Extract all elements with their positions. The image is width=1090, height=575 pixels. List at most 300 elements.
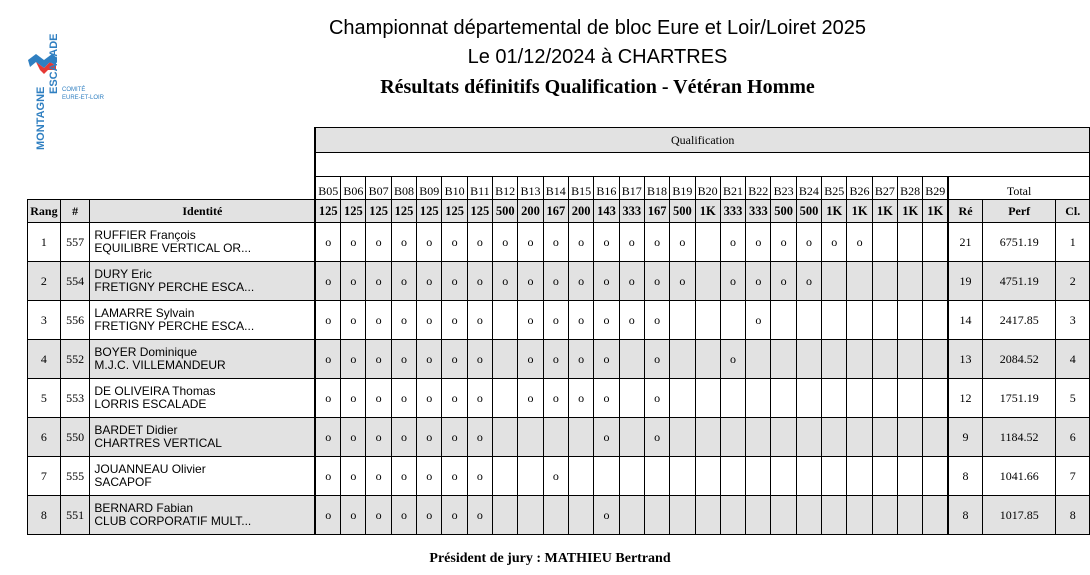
bloc-result-cell xyxy=(872,340,897,379)
climber-name: DE OLIVEIRA Thomas xyxy=(94,384,216,398)
bib-cell: 553 xyxy=(60,379,90,418)
bloc-result-cell: o xyxy=(467,262,492,301)
bloc-result-cell xyxy=(493,457,518,496)
rank-cell: 6 xyxy=(28,418,61,457)
bloc-result-cell: o xyxy=(720,262,745,301)
bloc-result-cell: o xyxy=(391,301,416,340)
bloc-result-cell xyxy=(695,457,720,496)
bib-cell: 557 xyxy=(60,223,90,262)
bloc-result-cell xyxy=(822,340,847,379)
tops-cell: 12 xyxy=(948,379,982,418)
class-cell: 7 xyxy=(1056,457,1090,496)
bloc-label: B08 xyxy=(391,177,416,200)
table-row xyxy=(28,262,1090,301)
bloc-result-cell xyxy=(898,340,923,379)
bloc-result-cell: o xyxy=(417,418,442,457)
bib-cell: 555 xyxy=(60,457,90,496)
bloc-label: B25 xyxy=(822,177,847,200)
bloc-result-cell xyxy=(796,418,821,457)
bloc-result-cell xyxy=(872,223,897,262)
climber-club: LORRIS ESCALADE xyxy=(94,397,207,411)
bloc-result-cell: o xyxy=(417,457,442,496)
bloc-result-cell: o xyxy=(847,223,872,262)
bloc-result-cell xyxy=(720,496,745,535)
bloc-result-cell: o xyxy=(619,262,644,301)
bloc-result-cell: o xyxy=(467,496,492,535)
bloc-result-cell: o xyxy=(341,340,366,379)
bloc-label: B29 xyxy=(923,177,948,200)
bloc-result-cell: o xyxy=(644,262,669,301)
bloc-result-cell: o xyxy=(366,340,391,379)
bloc-result-cell: o xyxy=(391,262,416,301)
bloc-result-cell: o xyxy=(341,223,366,262)
perf-cell: 4751.19 xyxy=(982,262,1056,301)
bloc-points: 333 xyxy=(720,200,745,223)
perf-cell: 2417.85 xyxy=(982,301,1056,340)
bloc-label: B26 xyxy=(847,177,872,200)
bloc-result-cell: o xyxy=(720,223,745,262)
bloc-label: B14 xyxy=(543,177,568,200)
bloc-result-cell xyxy=(771,496,796,535)
bloc-result-cell: o xyxy=(543,262,568,301)
perf-cell: 1184.52 xyxy=(982,418,1056,457)
bloc-result-cell xyxy=(746,340,771,379)
table-row xyxy=(28,457,1090,496)
bloc-result-cell xyxy=(796,379,821,418)
bloc-result-cell: o xyxy=(366,379,391,418)
bloc-points: 333 xyxy=(746,200,771,223)
bloc-label: B22 xyxy=(746,177,771,200)
bloc-result-cell xyxy=(872,379,897,418)
bloc-result-cell: o xyxy=(442,379,467,418)
bloc-result-cell: o xyxy=(467,457,492,496)
bloc-points: 200 xyxy=(518,200,543,223)
bloc-result-cell: o xyxy=(594,379,619,418)
bloc-result-cell xyxy=(543,418,568,457)
bloc-result-cell: o xyxy=(442,262,467,301)
bloc-result-cell: o xyxy=(594,301,619,340)
bloc-result-cell: o xyxy=(442,418,467,457)
bloc-result-cell: o xyxy=(644,418,669,457)
identity-cell xyxy=(90,457,315,496)
bloc-result-cell xyxy=(746,457,771,496)
bloc-result-cell xyxy=(898,379,923,418)
bloc-label: B17 xyxy=(619,177,644,200)
class-cell: 1 xyxy=(1056,223,1090,262)
identity-header: Identité xyxy=(90,200,315,223)
bloc-result-cell: o xyxy=(391,379,416,418)
bloc-result-cell: o xyxy=(746,301,771,340)
bloc-result-cell: o xyxy=(467,301,492,340)
bloc-result-cell xyxy=(822,301,847,340)
bloc-result-cell: o xyxy=(746,262,771,301)
tops-cell: 9 xyxy=(948,418,982,457)
bloc-result-cell: o xyxy=(543,301,568,340)
class-cell: 5 xyxy=(1056,379,1090,418)
bloc-result-cell xyxy=(518,457,543,496)
bloc-result-cell: o xyxy=(518,223,543,262)
bloc-label: B19 xyxy=(670,177,695,200)
bloc-result-cell xyxy=(872,457,897,496)
bib-cell: 550 xyxy=(60,418,90,457)
bloc-points: 167 xyxy=(543,200,568,223)
bloc-result-cell xyxy=(796,340,821,379)
logo-text-comite: COMITÉ xyxy=(62,87,86,93)
bloc-result-cell: o xyxy=(467,340,492,379)
bloc-result-cell: o xyxy=(366,418,391,457)
tops-cell: 21 xyxy=(948,223,982,262)
bloc-result-cell xyxy=(670,418,695,457)
bloc-result-cell xyxy=(695,301,720,340)
bloc-result-cell: o xyxy=(644,223,669,262)
climber-name: RUFFIER François xyxy=(94,228,196,242)
bloc-result-cell xyxy=(822,379,847,418)
bloc-points: 125 xyxy=(341,200,366,223)
bloc-result-cell xyxy=(695,418,720,457)
bloc-result-cell xyxy=(923,301,948,340)
bloc-result-cell: o xyxy=(366,457,391,496)
bloc-result-cell: o xyxy=(543,223,568,262)
bloc-points: 125 xyxy=(391,200,416,223)
bib-cell: 554 xyxy=(60,262,90,301)
bloc-result-cell xyxy=(493,340,518,379)
climber-club: EQUILIBRE VERTICAL OR... xyxy=(94,241,252,255)
bloc-result-cell: o xyxy=(568,340,593,379)
bloc-result-cell: o xyxy=(568,301,593,340)
bloc-result-cell xyxy=(771,379,796,418)
bloc-points: 500 xyxy=(771,200,796,223)
bloc-points: 125 xyxy=(366,200,391,223)
perf-cell: 2084.52 xyxy=(982,340,1056,379)
bloc-result-cell: o xyxy=(543,457,568,496)
bloc-result-cell xyxy=(898,418,923,457)
bloc-result-cell xyxy=(619,340,644,379)
table-row xyxy=(28,301,1090,340)
bloc-result-cell: o xyxy=(467,418,492,457)
bloc-label: B06 xyxy=(341,177,366,200)
bloc-label: B09 xyxy=(417,177,442,200)
class-cell: 3 xyxy=(1056,301,1090,340)
bib-cell: 552 xyxy=(60,340,90,379)
climber-name: BOYER Dominique xyxy=(94,345,198,359)
bloc-label: B21 xyxy=(720,177,745,200)
bloc-points: 1K xyxy=(898,200,923,223)
logo-text-escalade: ESCALADE xyxy=(48,33,60,94)
bloc-result-cell xyxy=(746,379,771,418)
bloc-label: B20 xyxy=(695,177,720,200)
identity-cell xyxy=(90,496,315,535)
bloc-result-cell: o xyxy=(315,418,340,457)
results-table xyxy=(27,127,1090,535)
bloc-label: B27 xyxy=(872,177,897,200)
bloc-result-cell: o xyxy=(796,262,821,301)
bloc-result-cell xyxy=(746,418,771,457)
bloc-result-cell xyxy=(695,379,720,418)
climber-name: DURY Eric xyxy=(94,267,152,281)
bloc-result-cell: o xyxy=(493,223,518,262)
bloc-result-cell xyxy=(594,457,619,496)
bloc-result-cell xyxy=(923,223,948,262)
bloc-label: B11 xyxy=(467,177,492,200)
bib-cell: 556 xyxy=(60,301,90,340)
bloc-result-cell: o xyxy=(391,340,416,379)
bloc-result-cell: o xyxy=(594,340,619,379)
bloc-result-cell xyxy=(720,418,745,457)
identity-cell xyxy=(90,301,315,340)
bloc-result-cell xyxy=(695,262,720,301)
qualification-header: Qualification xyxy=(315,128,1089,153)
bloc-result-cell xyxy=(847,262,872,301)
bloc-result-cell xyxy=(619,379,644,418)
rank-cell: 8 xyxy=(28,496,61,535)
bloc-result-cell xyxy=(847,301,872,340)
bloc-result-cell xyxy=(619,418,644,457)
bloc-result-cell: o xyxy=(417,262,442,301)
bloc-result-cell: o xyxy=(568,379,593,418)
bloc-result-cell: o xyxy=(822,223,847,262)
table-row xyxy=(28,223,1090,262)
bloc-result-cell: o xyxy=(341,262,366,301)
rank-cell: 2 xyxy=(28,262,61,301)
bloc-result-cell xyxy=(670,340,695,379)
bloc-result-cell: o xyxy=(315,223,340,262)
bloc-result-cell: o xyxy=(796,223,821,262)
bloc-result-cell xyxy=(822,262,847,301)
bloc-points: 125 xyxy=(442,200,467,223)
bloc-points: 125 xyxy=(315,200,340,223)
bloc-result-cell xyxy=(644,457,669,496)
bloc-result-cell xyxy=(670,457,695,496)
bloc-result-cell xyxy=(872,418,897,457)
bloc-result-cell: o xyxy=(442,301,467,340)
bloc-points: 167 xyxy=(644,200,669,223)
bloc-result-cell: o xyxy=(417,223,442,262)
bloc-points: 1K xyxy=(872,200,897,223)
perf-cell: 1751.19 xyxy=(982,379,1056,418)
bloc-result-cell xyxy=(746,496,771,535)
bloc-result-cell: o xyxy=(644,379,669,418)
bloc-result-cell xyxy=(493,379,518,418)
identity-cell xyxy=(90,418,315,457)
bloc-result-cell xyxy=(872,262,897,301)
table-row xyxy=(28,340,1090,379)
bloc-label: B28 xyxy=(898,177,923,200)
bloc-result-cell xyxy=(898,262,923,301)
bloc-result-cell: o xyxy=(391,418,416,457)
bloc-result-cell: o xyxy=(442,223,467,262)
bloc-result-cell: o xyxy=(341,301,366,340)
tops-cell: 8 xyxy=(948,496,982,535)
bloc-result-cell: o xyxy=(467,223,492,262)
bloc-result-cell xyxy=(695,340,720,379)
bloc-result-cell: o xyxy=(391,496,416,535)
bloc-result-cell xyxy=(670,379,695,418)
logo-text-eure: EURE-ET-LOIR xyxy=(62,95,105,101)
bib-header: # xyxy=(60,200,90,223)
bloc-result-cell: o xyxy=(442,340,467,379)
table-row xyxy=(28,496,1090,535)
logo-text-montagne: MONTAGNE xyxy=(35,86,47,150)
page-title: Championnat départemental de bloc Eure et Loir/Loiret 2025 xyxy=(328,17,866,39)
bloc-result-cell: o xyxy=(341,418,366,457)
climber-club: M.J.C. VILLEMANDEUR xyxy=(94,358,226,372)
rank-cell: 1 xyxy=(28,223,61,262)
rank-cell: 4 xyxy=(28,340,61,379)
identity-cell xyxy=(90,223,315,262)
bloc-result-cell xyxy=(695,496,720,535)
bloc-result-cell xyxy=(796,457,821,496)
bloc-result-cell xyxy=(493,301,518,340)
bloc-result-cell xyxy=(720,301,745,340)
bloc-points: 500 xyxy=(670,200,695,223)
class-cell: 8 xyxy=(1056,496,1090,535)
bloc-result-cell: o xyxy=(644,301,669,340)
header-spacer xyxy=(28,128,316,200)
bloc-result-cell: o xyxy=(315,262,340,301)
rank-header: Rang xyxy=(28,200,61,223)
bloc-result-cell xyxy=(847,496,872,535)
bloc-result-cell: o xyxy=(518,301,543,340)
bloc-result-cell: o xyxy=(366,262,391,301)
climber-name: LAMARRE Sylvain xyxy=(94,306,195,320)
bloc-result-cell xyxy=(771,301,796,340)
event-date-place: Le 01/12/2024 à CHARTRES xyxy=(467,46,728,68)
bloc-result-cell xyxy=(847,379,872,418)
table-row xyxy=(28,418,1090,457)
bloc-result-cell: o xyxy=(518,379,543,418)
bloc-points: 1K xyxy=(695,200,720,223)
perf-cell: 1017.85 xyxy=(982,496,1056,535)
bloc-result-cell xyxy=(568,457,593,496)
bloc-points: 200 xyxy=(568,200,593,223)
bloc-result-cell: o xyxy=(442,457,467,496)
bib-cell: 551 xyxy=(60,496,90,535)
bloc-result-cell xyxy=(619,457,644,496)
tops-cell: 8 xyxy=(948,457,982,496)
bloc-label: B15 xyxy=(568,177,593,200)
bloc-points: 125 xyxy=(417,200,442,223)
bloc-points: 1K xyxy=(923,200,948,223)
bloc-points: 1K xyxy=(847,200,872,223)
climber-club: CHARTRES VERTICAL xyxy=(94,436,222,450)
bloc-result-cell: o xyxy=(670,223,695,262)
bloc-result-cell xyxy=(872,301,897,340)
bloc-result-cell: o xyxy=(315,457,340,496)
tops-cell: 19 xyxy=(948,262,982,301)
bloc-result-cell xyxy=(619,496,644,535)
climber-name: BARDET Didier xyxy=(94,423,178,437)
bloc-points: 333 xyxy=(619,200,644,223)
bloc-result-cell xyxy=(796,496,821,535)
bloc-result-cell: o xyxy=(619,301,644,340)
bloc-label: B05 xyxy=(315,177,340,200)
climber-club: FRETIGNY PERCHE ESCA... xyxy=(94,319,255,333)
bloc-result-cell: o xyxy=(315,301,340,340)
bloc-result-cell: o xyxy=(467,379,492,418)
bloc-result-cell: o xyxy=(670,262,695,301)
identity-cell xyxy=(90,262,315,301)
bloc-result-cell: o xyxy=(417,496,442,535)
bloc-result-cell xyxy=(898,301,923,340)
bloc-result-cell: o xyxy=(315,340,340,379)
bloc-result-cell: o xyxy=(619,223,644,262)
bloc-label: B23 xyxy=(771,177,796,200)
bloc-result-cell xyxy=(644,496,669,535)
bloc-result-cell xyxy=(771,457,796,496)
bloc-result-cell xyxy=(771,340,796,379)
class-cell: 6 xyxy=(1056,418,1090,457)
bloc-result-cell: o xyxy=(543,379,568,418)
bloc-result-cell xyxy=(518,496,543,535)
bloc-result-cell: o xyxy=(341,457,366,496)
bloc-result-cell: o xyxy=(771,223,796,262)
bloc-result-cell xyxy=(720,379,745,418)
bloc-result-cell: o xyxy=(417,301,442,340)
bloc-label: B07 xyxy=(366,177,391,200)
bloc-label: B12 xyxy=(493,177,518,200)
identity-cell xyxy=(90,340,315,379)
bloc-result-cell xyxy=(923,496,948,535)
total-header: Total xyxy=(948,177,1089,200)
rank-cell: 5 xyxy=(28,379,61,418)
bloc-result-cell xyxy=(568,496,593,535)
bloc-result-cell xyxy=(568,418,593,457)
jury-president: Président de jury : MATHIEU Bertrand xyxy=(429,551,671,566)
rank-cell: 7 xyxy=(28,457,61,496)
bloc-result-cell: o xyxy=(518,340,543,379)
bloc-result-cell: o xyxy=(594,496,619,535)
bloc-result-cell xyxy=(923,379,948,418)
climber-club: SACAPOF xyxy=(94,475,152,489)
bloc-result-cell xyxy=(543,496,568,535)
bloc-result-cell xyxy=(720,457,745,496)
bloc-result-cell xyxy=(670,301,695,340)
bloc-result-cell xyxy=(847,418,872,457)
bloc-result-cell xyxy=(898,223,923,262)
bloc-label: B13 xyxy=(518,177,543,200)
bloc-result-cell xyxy=(670,496,695,535)
bloc-result-cell xyxy=(518,418,543,457)
bloc-result-cell xyxy=(923,340,948,379)
bloc-result-cell xyxy=(923,262,948,301)
tops-cell: 14 xyxy=(948,301,982,340)
bloc-result-cell: o xyxy=(771,262,796,301)
bloc-result-cell: o xyxy=(391,457,416,496)
bloc-result-cell: o xyxy=(341,496,366,535)
bloc-result-cell xyxy=(847,457,872,496)
bloc-result-cell: o xyxy=(594,223,619,262)
qualification-blank-band xyxy=(315,153,1089,177)
bloc-result-cell xyxy=(923,457,948,496)
bloc-result-cell xyxy=(822,496,847,535)
bloc-result-cell: o xyxy=(568,262,593,301)
bloc-points: 1K xyxy=(822,200,847,223)
bloc-label: B16 xyxy=(594,177,619,200)
bloc-label: B18 xyxy=(644,177,669,200)
bloc-result-cell: o xyxy=(720,340,745,379)
bloc-result-cell: o xyxy=(315,379,340,418)
bloc-result-cell xyxy=(847,340,872,379)
bloc-points: 500 xyxy=(796,200,821,223)
bloc-label: B10 xyxy=(442,177,467,200)
identity-cell xyxy=(90,379,315,418)
bloc-label: B24 xyxy=(796,177,821,200)
class-cell: 2 xyxy=(1056,262,1090,301)
bloc-result-cell: o xyxy=(568,223,593,262)
bloc-result-cell xyxy=(898,457,923,496)
bloc-result-cell: o xyxy=(594,418,619,457)
bloc-result-cell: o xyxy=(543,340,568,379)
